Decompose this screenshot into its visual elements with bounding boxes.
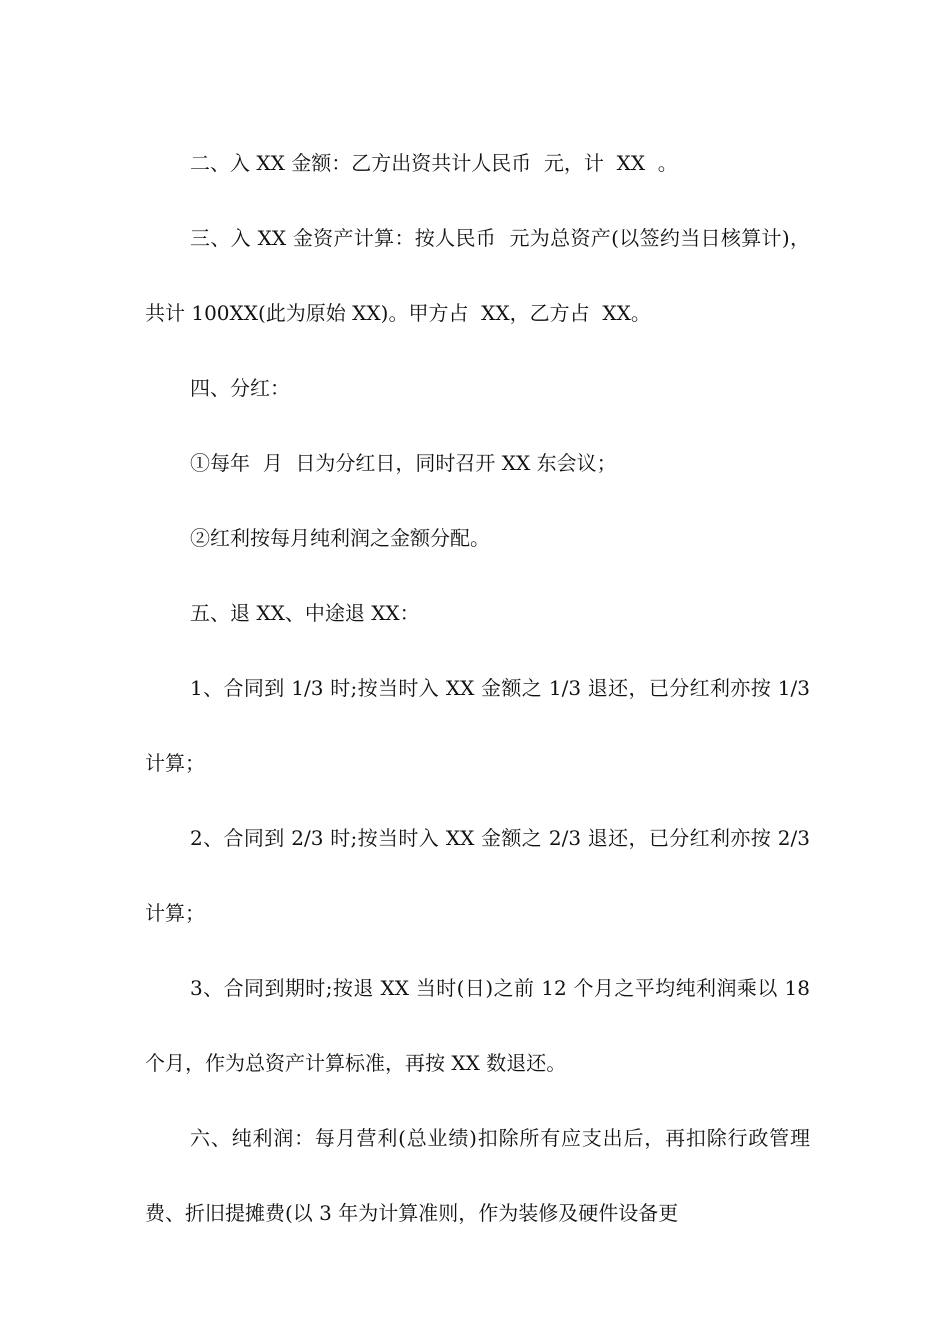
paragraph-asset-calculation: 三、入 XX 金资产计算：按人民币 元为总资产(以签约当日核算计)，共计 100XX(此为原始 XX)。甲方占 XX，乙方占 XX。 xyxy=(145,226,810,325)
paragraph-net-profit: 六、纯利润：每月营利(总业绩)扣除所有应支出后，再扣除行政管理费、折旧提摊费(以 3 年为计算准则，作为装修及硬件设备更 xyxy=(145,1126,810,1225)
paragraph-dividend-date: ①每年 月 日为分红日，同时召开 XX 东会议； xyxy=(190,451,617,475)
paragraph-dividend-heading: 四、分红： xyxy=(190,376,290,400)
paragraph-withdrawal-two-thirds: 2、合同到 2/3 时;按当时入 XX 金额之 2/3 退还，已分红利亦按 2/3 计算； xyxy=(145,826,817,925)
paragraph-withdrawal-one-third: 1、合同到 1/3 时;按当时入 XX 金额之 1/3 退还，已分红利亦按 1/3 计算； xyxy=(145,676,817,775)
paragraph-investment-amount: 二、入 XX 金额：乙方出资共计人民币 元，计 XX 。 xyxy=(190,151,678,175)
paragraph-dividend-distribution: ②红利按每月纯利润之金额分配。 xyxy=(190,526,490,550)
paragraph-withdrawal-maturity: 3、合同到期时;按退 XX 当时(日)之前 12 个月之平均纯利润乘以 18 个月，作为总资产计算标准，再按 XX 数退还。 xyxy=(145,976,817,1075)
document-body xyxy=(145,126,817,1251)
paragraph-withdrawal-heading: 五、退 XX、中途退 XX： xyxy=(190,601,420,625)
